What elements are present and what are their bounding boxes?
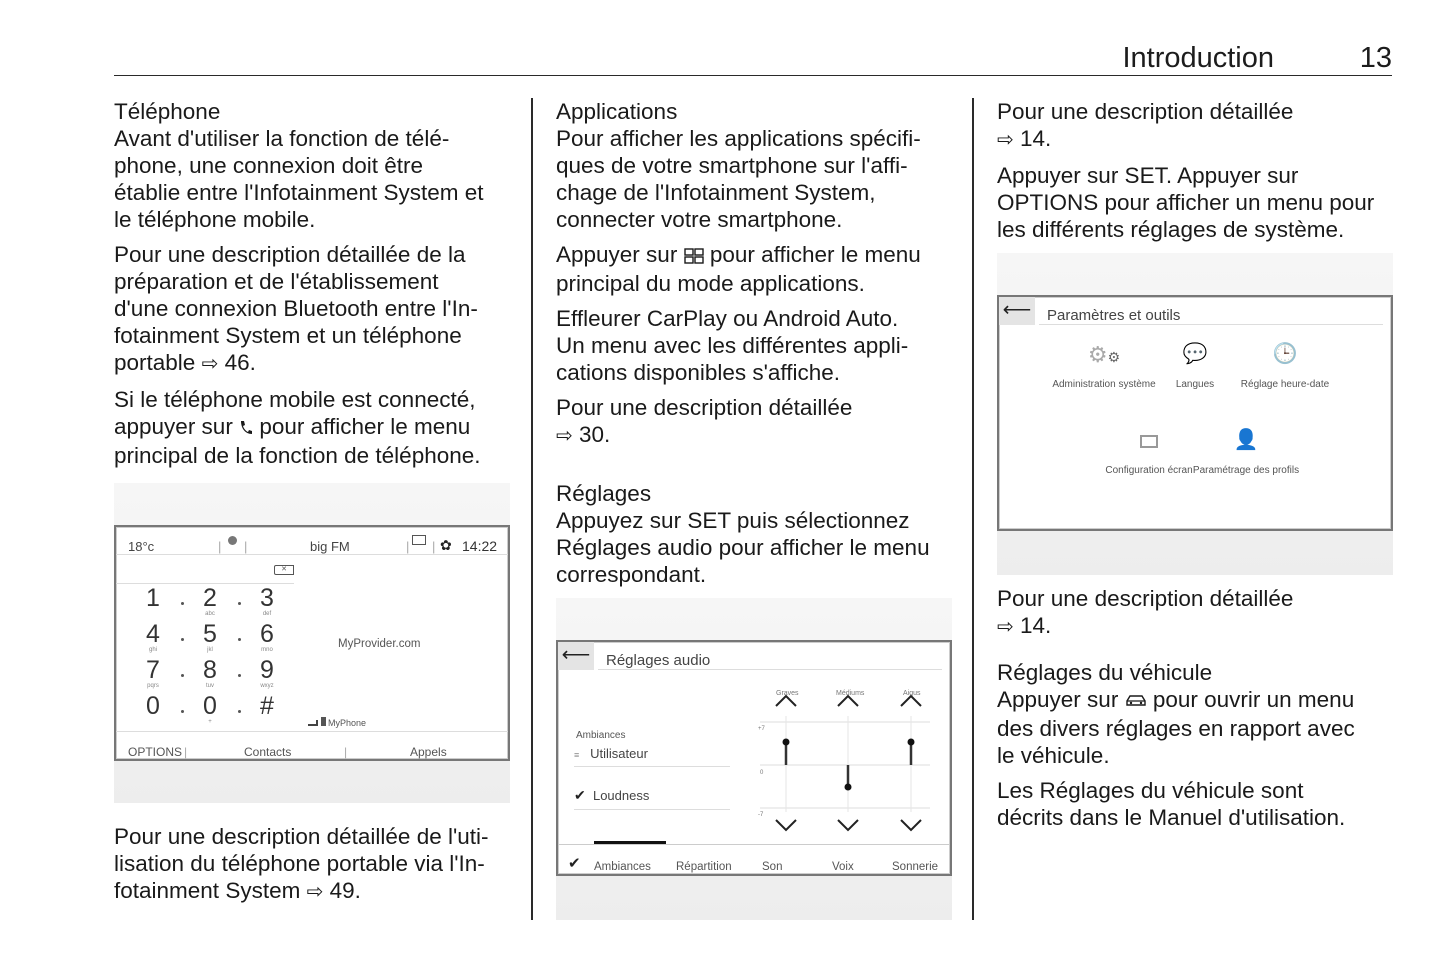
clock: 14:22 (462, 537, 498, 554)
paragraph: Pour une description détaillée ⇨ 30. (556, 394, 956, 450)
column-divider (531, 98, 533, 920)
system-admin-item[interactable]: ⚙⚙ Administration système (1049, 341, 1159, 398)
navigation-icon[interactable] (228, 536, 237, 545)
paragraph: Appuyez sur SET puis sélectionnez Réglages audio pour afficher le menu correspondant. (556, 507, 930, 587)
back-arrow-icon[interactable]: ⟵ (558, 642, 594, 670)
speech-bubbles-icon: 💬 (1182, 343, 1208, 365)
languages-item[interactable]: 💬 Langues (1165, 341, 1225, 398)
provider-name: MyProvider.com (338, 637, 421, 650)
key-9[interactable]: 9 wxyz (260, 655, 274, 689)
tab-son[interactable]: Son (762, 860, 783, 873)
key-6[interactable]: 6 mno (260, 619, 274, 653)
page-reference[interactable]: 14. (1020, 126, 1052, 151)
reference-arrow-icon: ⇨ (556, 424, 573, 447)
heading-vehicle-settings: Réglages du véhicule (997, 660, 1213, 685)
section-title: Introduction (1122, 42, 1274, 74)
page-header (114, 38, 1392, 76)
battery-icon (321, 717, 326, 726)
key-8[interactable]: 8 tuv (203, 655, 217, 689)
phone-screen-figure (114, 483, 510, 803)
phone-bottom-bar: OPTIONS | Contacts | Appels (116, 731, 508, 759)
equalizer[interactable] (748, 690, 938, 840)
reference-arrow-icon: ⇨ (306, 880, 324, 903)
paragraph: Appuyer sur pour afficher le menu principal du mode applications. (556, 242, 921, 296)
status-bar: 18°c | | big FM | | ✿ 14:22 (116, 527, 508, 555)
reference-arrow-icon: ⇨ (201, 353, 219, 375)
paragraph: Pour une description détaillée de la préparation et de l'établissement d'une connexion Bluetooth entre l'In- fotainment System et un téléphone portable ⇨ 46. (114, 241, 514, 378)
page-number: 13 (1359, 42, 1392, 74)
column-3 (997, 98, 1397, 839)
paragraph: Pour afficher les applications spécifi- ques de votre smartphone sur l'affi- chage de l'Infotainment System, connecter votre smartphone. (556, 126, 921, 232)
options-button[interactable]: OPTIONS (128, 744, 183, 759)
connected-phone: MyPhone (308, 710, 366, 737)
paragraph: Appuyer sur pour ouvrir un menu des divers réglages en rapport avec le véhicule. (997, 687, 1355, 768)
column-2 (556, 98, 956, 920)
backspace-icon[interactable]: ✕ (274, 565, 294, 575)
back-arrow-icon[interactable]: ⟵ (999, 297, 1035, 325)
audio-screen-figure (556, 598, 952, 920)
paragraph: Pour une description détaillée ⇨ 14. (997, 98, 1397, 154)
paragraph: Pour une description détaillée de l'uti- lisation du téléphone portable via l'In- fotainment System ⇨ 49. (114, 823, 514, 906)
settings-gear-icon[interactable]: ✿ (440, 536, 452, 553)
tab-repartition[interactable]: Répartition (676, 860, 732, 873)
tab-ambiances[interactable]: Ambiances (594, 860, 651, 873)
key-2[interactable]: 2 abc (203, 583, 217, 617)
message-icon[interactable] (412, 535, 426, 545)
display-icon (1099, 427, 1199, 457)
settings-tools-screen (997, 295, 1393, 531)
contacts-button[interactable]: Contacts (244, 744, 292, 759)
key-0[interactable]: 0 (146, 691, 160, 720)
paragraph: Les Réglages du véhicule sont décrits dans le Manuel d'utilisation. (997, 777, 1346, 830)
audio-tab-bar (558, 844, 950, 874)
paragraph: Pour une description détaillée ⇨ 14. (997, 585, 1397, 641)
signal-icon (308, 720, 318, 726)
time-date-item[interactable]: 🕒 Réglage heure-date (1235, 341, 1335, 398)
loudness-checkbox[interactable]: ✔ Loudness (574, 786, 650, 803)
page-reference[interactable]: 14. (1020, 613, 1052, 638)
car-icon (1125, 688, 1147, 715)
person-icon: 👤 (1233, 429, 1259, 451)
key-4[interactable]: 4 ghi (146, 619, 160, 653)
key-hash[interactable]: # (260, 691, 274, 720)
heading-reglages: Réglages (556, 480, 652, 506)
phone-icon (239, 415, 253, 442)
page-reference[interactable]: 30. (579, 421, 611, 447)
reference-arrow-icon: ⇨ (997, 616, 1014, 638)
reference-arrow-icon: ⇨ (997, 129, 1014, 151)
phone-screen (114, 525, 510, 761)
audio-settings-screen: ⟵ Réglages audio Ambiances ≡ Utilisateur ✔ Loudness Graves Médiums Aigus +7 0 -7 ✔ Ambiances Répartition Son Voix Sonnerie (556, 640, 952, 876)
key-5[interactable]: 5 jkl (203, 619, 217, 653)
page-reference[interactable]: 49. (329, 877, 361, 903)
tab-sonnerie[interactable]: Sonnerie (892, 860, 939, 873)
key-0-plus[interactable]: 0 + (203, 691, 217, 725)
screen-title-bar (558, 642, 950, 670)
paragraph: Avant d'utiliser la fonction de télé- phone, une connexion doit être établie entre l'Infotainment System et le téléphone mobile. (114, 126, 484, 232)
key-7[interactable]: 7 pqrs (146, 655, 160, 689)
paragraph: Effleurer CarPlay ou Android Auto. Un menu avec les différentes appli- cations disponibles s'affiche. (556, 305, 909, 385)
screen-config-item[interactable]: Configuration écran (1099, 427, 1199, 484)
clock-calendar-icon: 🕒 (1272, 343, 1298, 365)
active-tab-indicator (594, 841, 666, 844)
screen-title: Réglages audio (606, 651, 711, 669)
profiles-item[interactable]: 👤 Paramétrage des profils (1192, 429, 1300, 476)
paragraph: Si le téléphone mobile est connecté, appuyer sur pour afficher le menu principal de la fonction de téléphone. (114, 387, 481, 468)
column-1 (114, 98, 514, 914)
radio-station: big FM (310, 538, 350, 554)
settings-screen-figure (997, 253, 1393, 575)
heading-telephone: Téléphone (114, 99, 221, 124)
screen-title-bar (999, 297, 1391, 325)
key-1[interactable]: 1 (146, 583, 160, 612)
heading-applications: Applications (556, 99, 678, 124)
confirm-check-icon[interactable]: ✔ (568, 854, 581, 872)
preset-selector[interactable]: ≡ Utilisateur (574, 745, 648, 761)
screen-title: Paramètres et outils (1047, 307, 1181, 324)
calls-button[interactable]: Appels (410, 744, 447, 759)
key-3[interactable]: 3 def (260, 583, 274, 617)
paragraph: Appuyer sur SET. Appuyer sur OPTIONS pour afficher un menu pour les différents réglages de système. (997, 163, 1375, 242)
column-divider (972, 98, 974, 920)
temperature: 18°c (128, 538, 155, 554)
tab-voix[interactable]: Voix (832, 860, 854, 873)
gears-icon: ⚙⚙ (1087, 342, 1121, 367)
page-reference[interactable]: 46. (224, 350, 256, 375)
apps-grid-icon (684, 243, 704, 270)
